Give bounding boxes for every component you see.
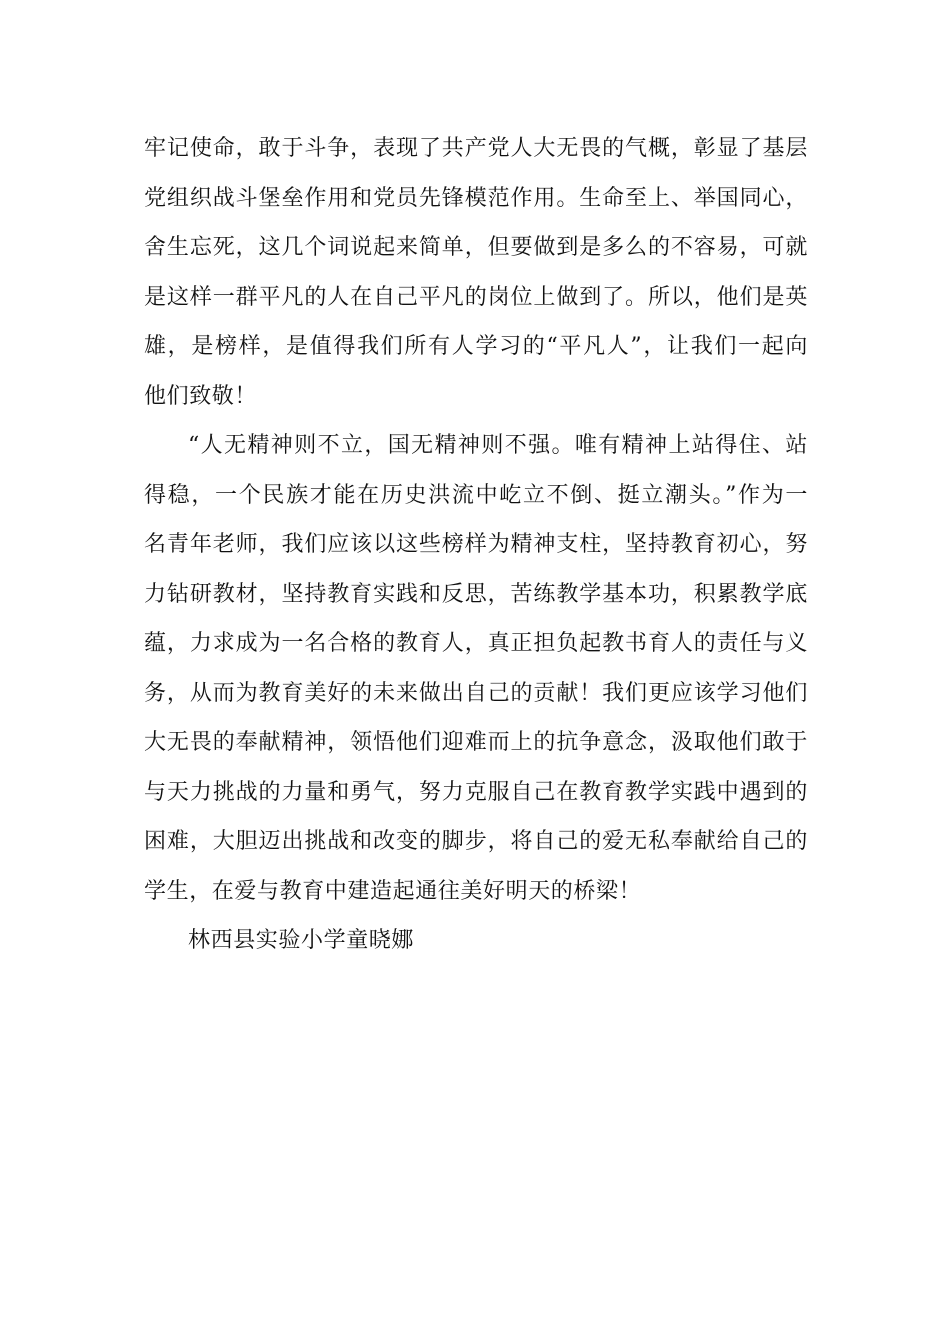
text-line: 牢记使命，敢于斗争，表现了共产党人大无畏的气概，彰显了基层 <box>144 136 808 161</box>
text-line: 大无畏的奉献精神，领悟他们迎难而上的抗争意念，汲取他们敢于 <box>144 730 808 755</box>
text-line: 他们致敬！ <box>144 383 258 409</box>
text-line: 党组织战斗堡垒作用和党员先锋模范作用。生命至上、举国同心， <box>144 185 808 211</box>
text-line: “人无精神则不立，国无精神则不强。唯有精神上站得住、站 <box>188 433 808 458</box>
text-line: 蕴，力求成为一名合格的教育人，真正担负起教书育人的责任与义 <box>144 631 808 656</box>
paragraph-1 <box>144 124 808 421</box>
document-body <box>144 124 808 966</box>
text-line: 困难，大胆迈出挑战和改变的脚步，将自己的爱无私奉献给自己的 <box>144 829 808 854</box>
text-line: 舍生忘死，这几个词说起来简单，但要做到是多么的不容易，可就 <box>144 235 808 260</box>
text-line: 与天力挑战的力量和勇气，努力克服自己在教育教学实践中遇到的 <box>144 779 808 805</box>
author-signature: 林西县实验小学童晓娜 <box>188 928 415 953</box>
text-line: 得稳，一个民族才能在历史洪流中屹立不倒、挺立潮头。”作为一 <box>144 482 808 508</box>
paragraph-2 <box>144 421 808 916</box>
text-line: 力钻研教材，坚持教育实践和反思，苦练教学基本功，积累教学底 <box>144 581 808 607</box>
text-line: 务，从而为教育美好的未来做出自己的贡献！我们更应该学习他们 <box>144 680 808 706</box>
text-line: 名青年老师，我们应该以这些榜样为精神支柱，坚持教育初心，努 <box>144 532 808 557</box>
text-line: 是这样一群平凡的人在自己平凡的岗位上做到了。所以，他们是英 <box>144 284 808 310</box>
text-line: 学生，在爱与教育中建造起通往美好明天的桥梁！ <box>144 878 642 904</box>
text-line: 雄，是榜样，是值得我们所有人学习的“平凡人”，让我们一起向 <box>144 334 808 359</box>
